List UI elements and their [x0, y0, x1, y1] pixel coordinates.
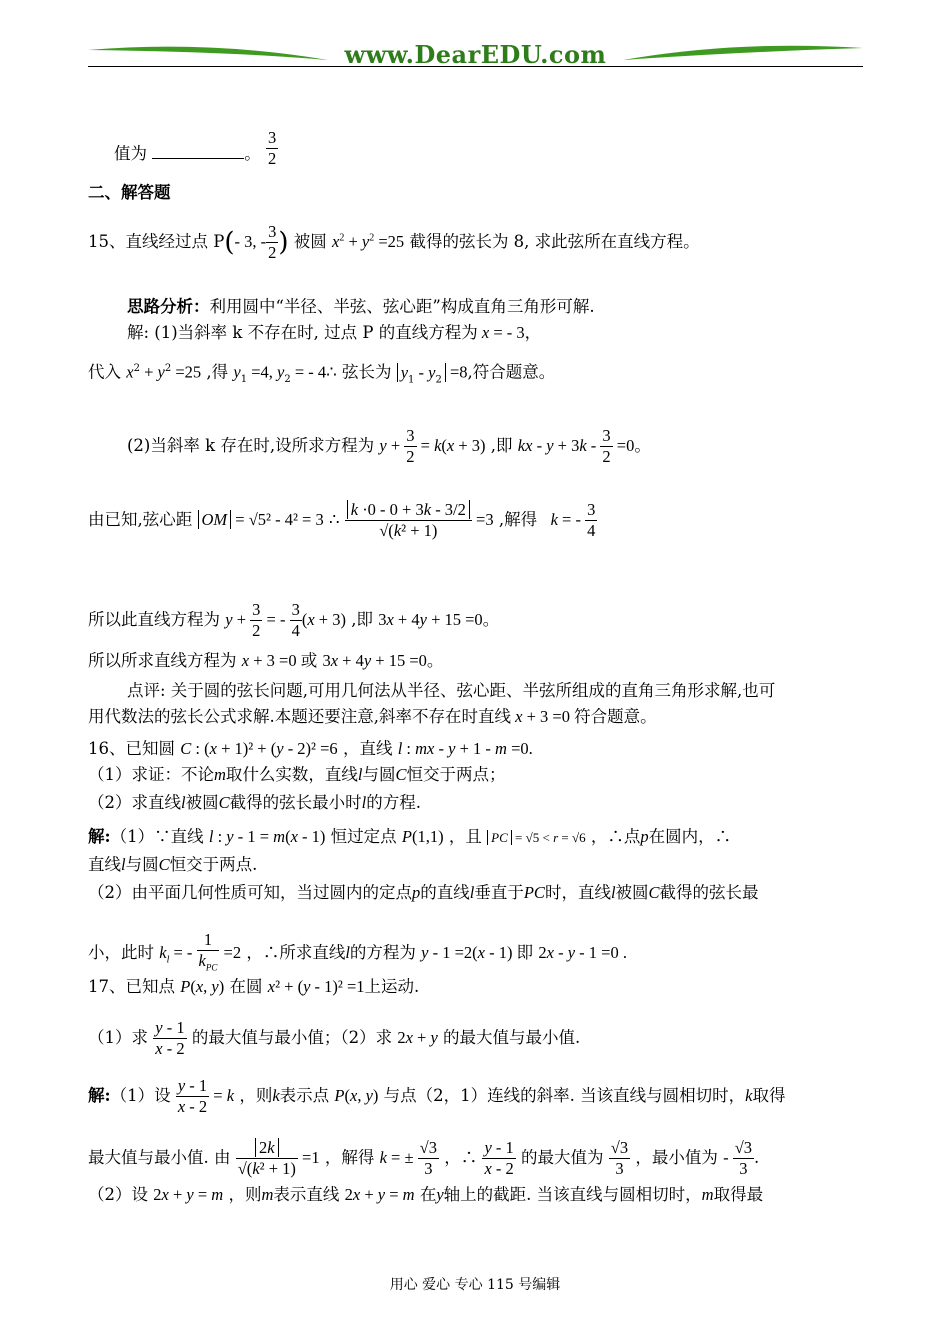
solution-line: 由已知,弦心距 OM = √5² - 4² = 3 ∴ $\frac{k \cdot 0 - 0 + 3k - 3/2}{\text{√(k² + 1)}}$ =3 ,解得 k = - $\frac{3}{4}$: [88, 500, 596, 540]
comment-line: 用代数法的弦长公式求解.本题还要注意,斜率不存在时直线 x + 3 =0 符合题意。: [88, 707, 657, 726]
question-16-part2: （2）求直线l被圆C截得的弦长最小时l的方程.: [88, 793, 421, 812]
solution-line: 所以所求直线方程为 x + 3 =0 或 3x + 4y + 15 =0。: [88, 651, 444, 670]
solution-line: 代入 $x^2 + y^2 =25$ ,得 $y_1 =4$, $y_2$ = - 4∴ 弦长为 $y_1 - y_2 =8$,符合题意。: [88, 362, 556, 385]
solution-line: 解: (1)当斜率 k 不存在时, 过点 P 的直线方程为 x = - 3，: [127, 323, 542, 342]
answer-16: （2）由平面几何性质可知，当过圆内的定点p的直线l垂直于PC时，直线l被圆C截得的弦长最: [88, 883, 759, 902]
answer-17: 最大值与最小值. 由 $\frac{2k}{\text{√(k² + 1)}}$ =1 ，解得 k = ± $\frac{√3}{3}$ ，∴ $\frac{y - 1}{x - 2}$ 的最大值为 $\frac{√3}{3}$ ，最小值为 - $\frac{√3}{3}$ .: [88, 1138, 760, 1178]
answer-16: 直线l与圆C恒交于两点.: [88, 855, 258, 874]
question-16: 16、已知圆 C : (x + 1)² + (y - 2)² =6 ，直线 l : mx - y + 1 - m =0.: [88, 739, 533, 758]
site-title: www.DearEDU.com: [344, 40, 607, 69]
answer-16: 小，此时 $k_l$ = - $\frac{1}{k_{PC}}$ =2 ，∴所求直线l的方程为 y - 1 =2(x - 1) 即 2x - y - 1 =0 .: [88, 930, 627, 973]
question-15: 15、直线经过点 P(- 3, - $\frac{3}{2}$ ) 被圆 $x^2 + y^2 =25$ 截得的弦长为 8, 求此弦所在直线方程。: [88, 222, 700, 262]
answer-17: （2）设 2x + y = m ，则m表示直线 2x + y = m 在y轴上的截距. 当该直线与圆相切时，m取得最: [88, 1185, 764, 1204]
question-17: 17、已知点 P(x, y) 在圆 x² + (y - 1)² =1上运动.: [88, 977, 420, 996]
solution-line: (2)当斜率 k 存在时,设所求方程为 y + $\frac{3}{2}$ = k(x + 3) ,即 kx - y + 3k - $\frac{3}{2}$ =0。: [127, 426, 651, 466]
section-heading: 二、解答题: [88, 183, 171, 202]
text-line: 值为 。 $\frac{3}{2}$: [114, 128, 277, 168]
answer-16: 解:（1）∵直线 l : y - 1 = m(x - 1) 恒过定点 P(1,1) ，且 PC = √5 < r = √6 ，∴点p在圆内，∴: [88, 827, 732, 846]
page-footer: 用心 爱心 专心 115 号编辑: [389, 1277, 561, 1293]
header-rule: [88, 66, 863, 67]
analysis-line: 思路分析：利用圆中“半径、半弦、弦心距”构成直角三角形可解.: [127, 297, 595, 316]
comment-line: 点评: 关于圆的弦长问题,可用几何法从半径、弦心距、半弦所组成的直角三角形求解,也可: [127, 681, 776, 700]
answer-17: 解:（1）设 $\frac{y - 1}{x - 2}$ = k ，则k表示点 P(x, y) 与点（2，1）连线的斜率. 当该直线与圆相切时，k取得: [88, 1076, 786, 1116]
solution-line: 所以此直线方程为 y + $\frac{3}{2}$ = - $\frac{3}{4}$ (x + 3) ,即 3x + 4y + 15 =0。: [88, 600, 500, 640]
question-16-part1: （1）求证：不论m取什么实数，直线l与圆C恒交于两点；: [88, 765, 506, 784]
question-17-parts: （1）求 $\frac{y - 1}{x - 2}$ 的最大值与最小值；（2）求 2x + y 的最大值与最小值.: [88, 1018, 581, 1058]
